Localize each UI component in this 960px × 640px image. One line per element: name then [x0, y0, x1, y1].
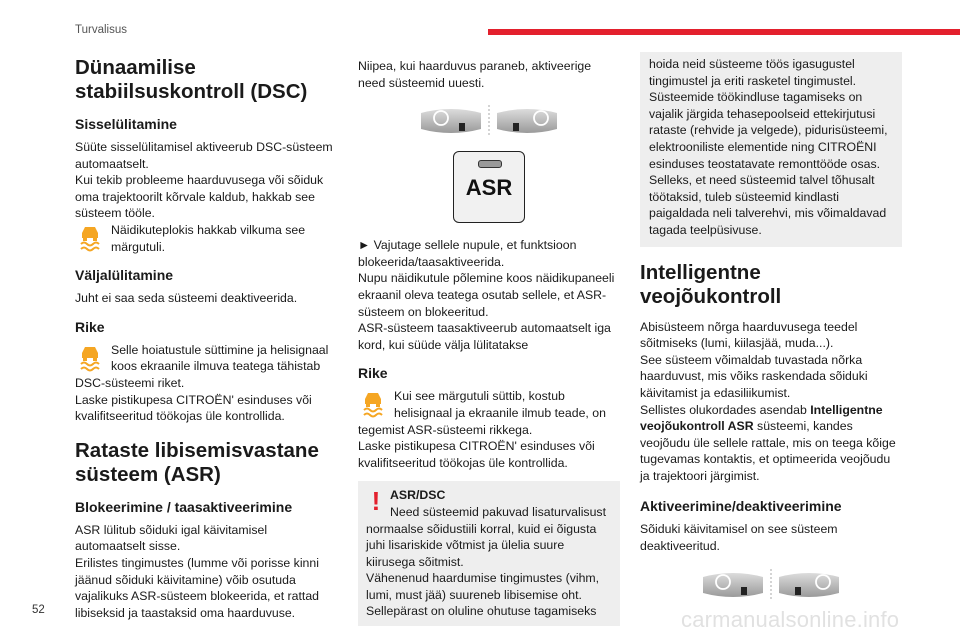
section-title-dsc: Dünaamilise stabiilsuskontroll (DSC): [75, 56, 308, 103]
asr-button[interactable]: [453, 151, 525, 223]
section-title-traction: Intelligentne veojõukontroll: [640, 260, 782, 308]
paragraph-enable: Süüte sisselülitamisel aktiveerub DSC-süsteem automaatselt. Kui tekib probleeme haarduvusega või sõiduk oma trajektoorilt kõrvale kaldub, hakkab see süsteem tööle.: [75, 140, 333, 221]
heading-reenable: Blokeerimine / taasaktiveerimine: [75, 498, 293, 515]
steering-wheel-switch-illustration: [701, 567, 841, 603]
column-3: [640, 52, 902, 615]
asr-button-label: ASR: [465, 175, 513, 201]
paragraph-traction: Abisüsteem nõrga haarduvusega teedel sõitmiseks (lumi, kiilasjää, muda...). See süsteem võimaldab tuvastada nõrka haarduvust, mis võiks raskendada sõiduki käivitamist ja edasiliikumist. Sellistes olukordades asendab: [640, 319, 868, 417]
column-2: [358, 52, 620, 626]
icon-paragraph: [75, 222, 337, 255]
warning-box: [358, 481, 620, 626]
heading-fault: Rike: [75, 318, 105, 335]
heading-disable: Väljalülitamine: [75, 267, 174, 284]
heading-activation: Aktiveerimine/deaktiveerimine: [640, 498, 842, 515]
column-1: [75, 52, 337, 621]
paragraph-reactivate: Niipea, kui haarduvus paraneb, aktiveerige need süsteemid uuesti.: [358, 59, 592, 90]
dsc-warning-lamp-icon: [75, 342, 105, 372]
watermark: carmanualsonline.info: [681, 607, 900, 632]
paragraph-reenable: ASR lülitub sõiduki igal käivitamisel automaatselt sisse. Erilistes tingimustes (lumme või porisse kinni jäänud sõiduki käivitamine) võib osutuda vajalikuks ASR-süsteem blokeerida, et rattad libiseksid ja taastaksid oma haarduvuse.: [75, 522, 320, 620]
exclamation-icon: !: [371, 486, 381, 517]
heading-fault-asr: Rike: [358, 365, 388, 382]
icon-paragraph: [358, 388, 620, 471]
paragraph-traction-end: süsteemi, kandes veojõudu üle sellele rattale, mis on teega kõige tugevamas kontaktis, et optimeerida veojõudu ja trajektoori järgimist.: [640, 419, 896, 483]
paragraph-fault-asr: Kui see märgutuli süttib, kostub helisignaal ja ekraanile ilmub teade, on tegemist ASR-süsteemi rikkega. Laske pistikupesa CITROËN' esinduses või kvalifitseeritud töökojas üle kontrollida.: [358, 389, 606, 470]
heading-enable: Sisselülitamine: [75, 116, 177, 132]
header-accent-bar: [488, 29, 960, 35]
running-header: Turvalisus: [75, 24, 127, 36]
asr-button-led: [478, 160, 502, 168]
paragraph-enable-icon: Näidikuteplokis hakkab vilkuma see märgutuli.: [111, 222, 306, 254]
section-title-asr: Rataste libisemisvastane süsteem (ASR): [75, 438, 319, 486]
warning-box-continued: [640, 52, 902, 247]
paragraph-activation: Sõiduki käivitamisel on see süsteem deaktiveeritud.: [640, 522, 838, 554]
page-number: 52: [32, 604, 45, 616]
steering-wheel-switch-illustration: [419, 103, 559, 139]
paragraph-disable: Juht ei saa seda süsteemi deaktiveerida.: [75, 291, 298, 306]
asr-warning-lamp-icon: [358, 388, 388, 418]
dsc-warning-lamp-icon: [75, 222, 105, 252]
paragraph-asr-press: ► Vajutage sellele nupule, et funktsioon blokeerida/taasaktiveerida. Nupu näidikutule põlemine koos näidikupaneeli ekraanil oleva teatega osutab sellele, et ASR-süsteem on blokeeritud. ASR-süsteem taasaktiveerub automaatselt iga kord, kui süüde välja lülitatakse: [358, 238, 615, 352]
warning-title: ASR/DSC: [390, 488, 446, 503]
icon-paragraph: [75, 342, 337, 425]
warning-text-continued: hoida neid süsteeme töös igasugustel tingimustel ja eriti rasketel tingimustel. Süsteemide töökindluse tagamiseks on vajalik järgida tehasepoolseid ettekirjutusi rataste (rehvide ja velgede), pidurisüsteemi, elektrooniliste elementide ning CITROËNI esinduses teostatavate remonttööde osas. Selleks, et need süsteemid talvel tõhusalt töötaksid, tuleb süsteemid kindlasti paigaldada neli talverehvi, mis võimaldavad tagada teelpüsivuse.: [649, 57, 888, 237]
paragraph-fault: Selle hoiatustule süttimine ja helisignaal koos ekraanile ilmuva teatega tähistab DSC-süsteemi riket. Laske pistikupesa CITROËN' esinduses või kvalifitseeritud töökojas üle kontrollida.: [75, 342, 329, 424]
paragraph-traction-bold: Intelligentne veojõukontroll ASR: [640, 402, 883, 434]
warning-text: Need süsteemid pakuvad lisaturvalisust normaalse sõidustiili korral, kuid ei õigusta juhi lisariskide võtmist ja ülelia suure kiirusega sõitmist. Vähenenud haardumise tingimustes (vihm, lumi, must jää) suureneb libisemise oht. Sellepärast on oluline ohutuse tagamiseks: [366, 504, 606, 619]
